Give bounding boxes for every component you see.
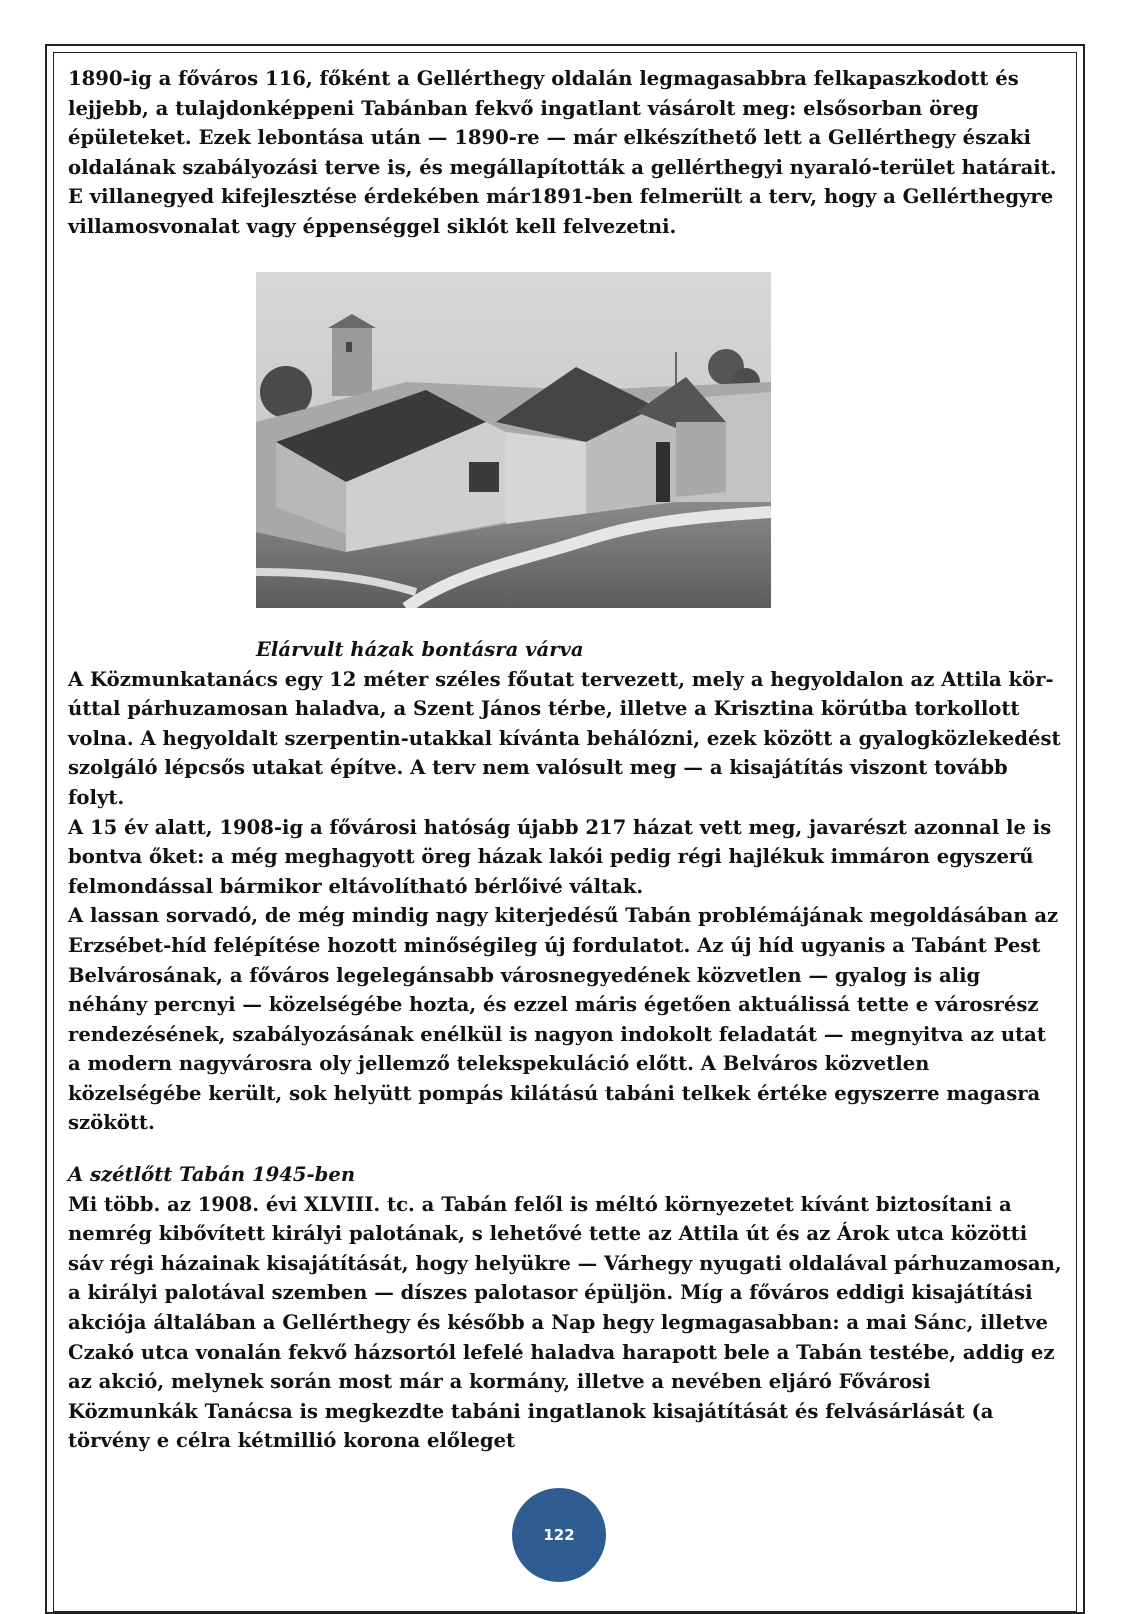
section-heading: A szétlőtt Tabán 1945-ben [68,1163,356,1187]
page-content [68,64,1062,1456]
final-paragraph: Mi több. az 1908. évi XLVIII. tc. a Tabán felől is méltó környezetet kívánt biztosítani a nemrég kibővített királyi palotának, s lehetővé tette az Attila út és az Árok utca közötti sáv régi házainak kisajátítását, hogy helyükre — Várhegy nyugati oldalával párhuzamosan, a királyi palotával szemben — díszes palotasor épüljön. Míg a főváros eddigi kisajátítási akciója általában a Gellérthegy és később a Nap hegy legmagasabban: a mai Sánc, illetve Czakó utca vonalán fekvő házsortól lefelé haladva harapott bele a Tabán testébe, addig ez az akció, melynek során most már a kormány, illetve a nevében eljáró Fővárosi Közmunkák Tanácsa is megkezdte tabáni ingatlanok kisajátítását és felvásárlását (a törvény e célra kétmillió korona előleget [68,1192,1062,1453]
photo-caption: Elárvult házak bontásra várva [256,637,584,661]
historic-photo-icon [256,272,771,608]
body-paragraph: A 15 év alatt, 1908-ig a fővárosi hatóság újabb 217 házat vett meg, javarészt azonnal le is bontva őket: a még meghagyott öreg házak lakói pedig régi hajlékuk immáron egyszerű felmondással bármikor eltávolítható bérlőivé váltak. [68,815,1052,898]
photo-block [68,242,1062,635]
body-paragraph: A lassan sorvadó, de még mindig nagy kiterjedésű Tabán problémájának megoldásában az Erzsébet-híd felépítése hozott minőségileg új fordulatot. Az új híd ugyanis a Tabánt Pest Belvárosának, a főváros legelegánsabb városnegyedének közvetlen — gyalog is alig néhány percnyi — közelségébe hozta, és ezzel máris égetően aktuálissá tette e városrész rendezésének, szabályozásának enélkül is nagyon indokolt feladatát — megnyitva az utat a modern nagyvárosra oly jellemző telekspekuláció előtt. A Belváros közvetlen közelségébe került, sok helyütt pompás kilátású tabáni telkek értéke egyszerre magasra szökött. [68,904,1059,1135]
intro-paragraph: 1890-ig a főváros 116, főként a Gellérthegy oldalán legmagasabbra felkapaszkodott és lejjebb, a tulajdonképpeni Tabánban fekvő ingatlant vásárolt meg: elsősorban öreg épületeket. Ezek lebontása után — 1890-re — már elkészíthető lett a Gellérthegy északi oldalának szabályozási terve is, és megállapították a gellérthegyi nyaraló-terület határait. E villanegyed kifejlesztése érdekében már1891-ben felmerült a terv, hogy a Gellérthegyre villamosvonalat vagy éppenséggel siklót kell felvezetni. [68,67,1057,238]
body-paragraph: A Közmunkatanács egy 12 méter széles főutat tervezett, mely a hegyoldalon az Attila kör-úttal párhuzamosan haladva, a Szent János térbe, illetve a Krisztina körútba torkollott volna. A hegyoldalt szerpentin-utakkal kívánta behálózni, ezek között a gyalogközlekedést szolgáló lépcsős utakat építve. A terv nem valósult meg — a kisajátítás viszont tovább folyt. [68,667,1061,809]
page-number-badge [512,1488,606,1582]
page-number: 122 [543,1526,575,1544]
